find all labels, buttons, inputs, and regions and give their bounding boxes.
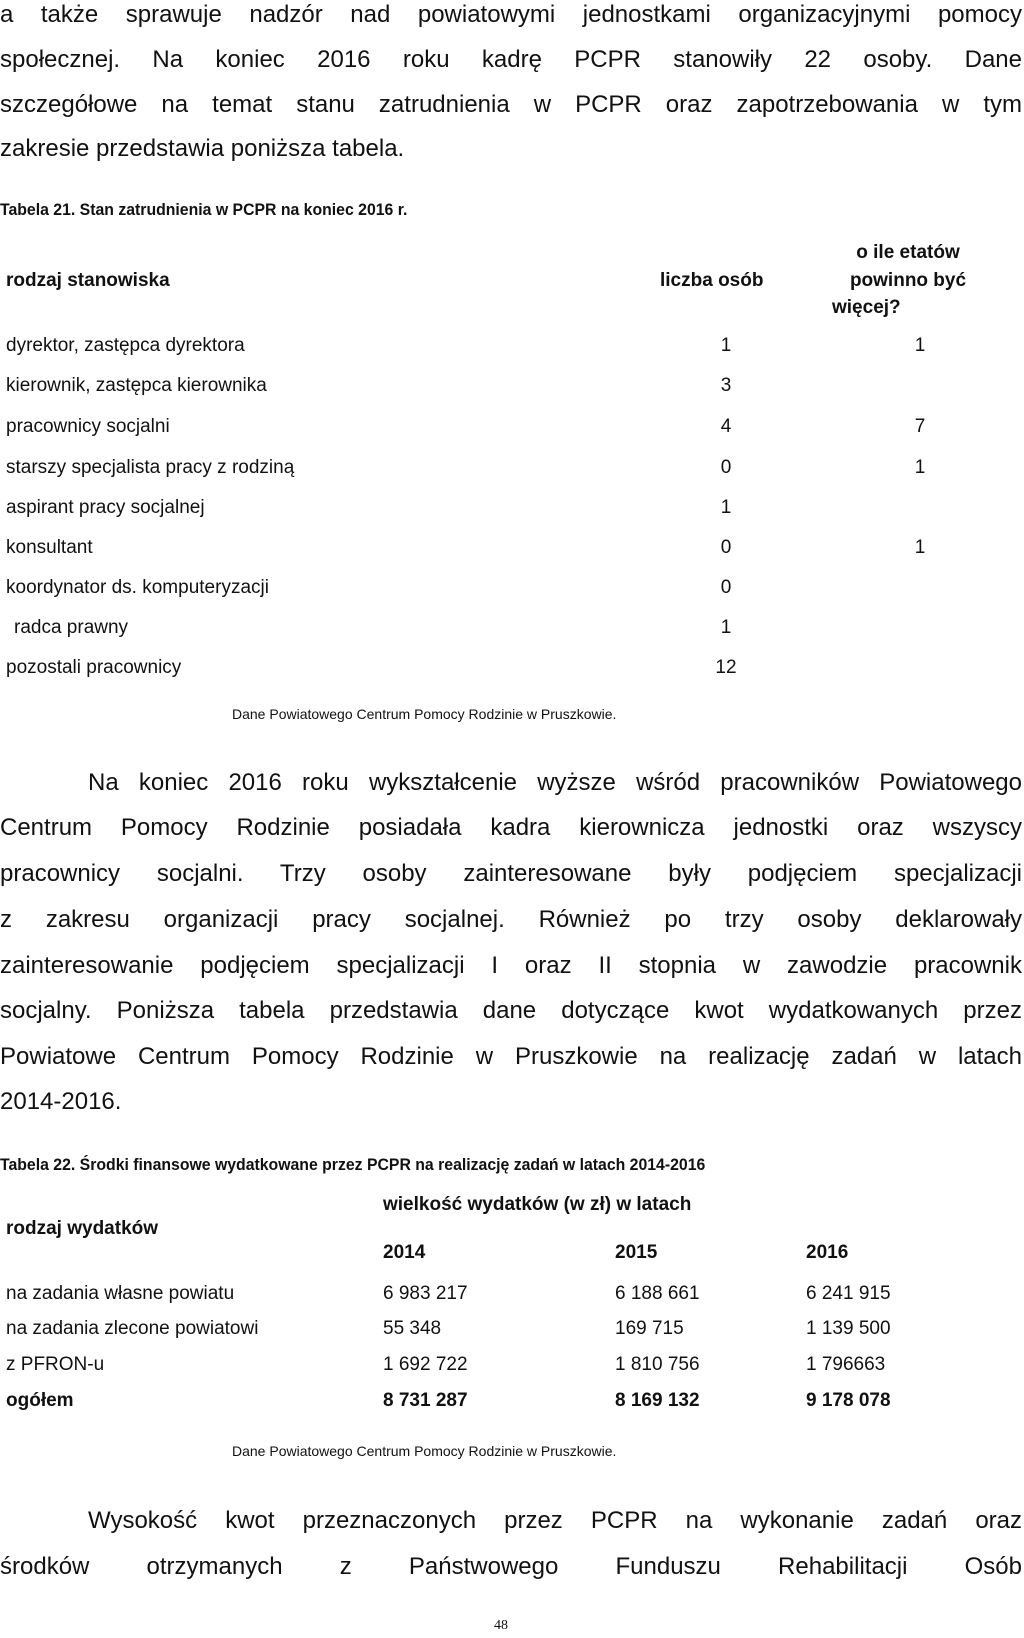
paragraph-line: Centrum Pomocy Rodzinie posiadała kadra kierownicza jednostki oraz wszyscy [0,814,1022,841]
position-cell: koordynator ds. komputeryzacji [6,577,269,598]
position-cell: radca prawny [14,617,129,638]
paragraph-line: zainteresowanie podjęciem specjalizacji I oraz II stopnia w zawodzie pracownik [0,952,1022,979]
value-cell: 55 348 [383,1318,442,1339]
value-cell: 1 139 500 [806,1318,891,1339]
value-cell: 6 241 915 [806,1283,891,1304]
paragraph-line: środków otrzymanych z Państwowego Funduszu Rehabilitacji Osób [0,1553,1022,1580]
intro-line: szczegółowe na temat stanu zatrudnienia w PCPR oraz zapotrzebowania w tym [0,91,1022,118]
table22-header-type: rodzaj wydatków [6,1218,159,1239]
paragraph-line: pracownicy socjalni. Trzy osoby zainteresowane były podjęciem specjalizacji [0,860,1022,887]
table22-header-group: wielkość wydatków (w zł) w latach [383,1194,692,1215]
count-cell: 1 [720,497,732,518]
paragraph-line: Powiatowe Centrum Pomocy Rodzinie w Pruszkowie na realizację zadań w latach [0,1043,1022,1070]
position-cell: dyrektor, zastępca dyrektora [6,335,245,356]
expense-type-cell: na zadania zlecone powiatowi [6,1318,259,1339]
value-cell: 1 692 722 [383,1354,468,1375]
table21-caption: Tabela 21. Stan zatrudnienia w PCPR na koniec 2016 r. [0,200,408,219]
table22-source: Dane Powiatowego Centrum Pomocy Rodzinie w Pruszkowie. [232,1443,617,1459]
total-value: 9 178 078 [806,1390,891,1411]
intro-line: a także sprawuje nadzór nad powiatowymi jednostkami organizacyjnymi pomocy [0,1,1022,28]
more-cell: 1 [914,335,926,356]
table21-header-more: o ile etatów [856,242,960,263]
table22-caption: Tabela 22. Środki finansowe wydatkowane przez PCPR na realizację zadań w latach 2014-2016 [0,1155,706,1174]
paragraph-line: Na koniec 2016 roku wykształcenie wyższe wśród pracowników Powiatowego [88,769,1022,796]
table21-header-more: więcej? [832,297,901,318]
count-cell: 1 [720,335,732,356]
table21-header-count: liczba osób [660,270,764,291]
position-cell: pozostali pracownicy [6,657,182,678]
expense-type-cell: na zadania własne powiatu [6,1283,235,1304]
paragraph-line: socjalny. Poniższa tabela przedstawia dane dotyczące kwot wydatkowanych przez [0,997,1022,1024]
paragraph-line: Wysokość kwot przeznaczonych przez PCPR na wykonanie zadań oraz [88,1507,1022,1534]
count-cell: 0 [720,577,732,598]
table22-header-year: 2015 [615,1242,658,1263]
value-cell: 169 715 [615,1318,684,1339]
total-label: ogółem [6,1390,74,1411]
value-cell: 1 796663 [806,1354,886,1375]
paragraph-line: z zakresu organizacji pracy socjalnej. Również po trzy osoby deklarowały [0,906,1022,933]
count-cell: 0 [720,457,732,478]
count-cell: 0 [720,537,732,558]
position-cell: aspirant pracy socjalnej [6,497,205,518]
table22-header-year: 2016 [806,1242,849,1263]
table21-source: Dane Powiatowego Centrum Pomocy Rodzinie w Pruszkowie. [232,706,617,722]
more-cell: 1 [914,457,926,478]
position-cell: starszy specjalista pracy z rodziną [6,457,295,478]
page-number: 48 [494,1618,508,1633]
total-value: 8 169 132 [615,1390,700,1411]
expense-type-cell: z PFRON-u [6,1354,105,1375]
intro-line: społecznej. Na koniec 2016 roku kadrę PCPR stanowiły 22 osoby. Dane [0,46,1022,73]
table22-header-year: 2014 [383,1242,426,1263]
position-cell: konsultant [6,537,93,558]
position-cell: pracownicy socjalni [6,416,170,437]
paragraph-line: 2014-2016. [0,1088,122,1115]
count-cell: 4 [720,416,732,437]
value-cell: 6 983 217 [383,1283,468,1304]
count-cell: 12 [715,657,737,678]
table21-header-position: rodzaj stanowiska [6,270,170,291]
more-cell: 7 [914,416,926,437]
count-cell: 3 [720,375,732,396]
more-cell: 1 [914,537,926,558]
value-cell: 6 188 661 [615,1283,700,1304]
value-cell: 1 810 756 [615,1354,700,1375]
table21-header-more: powinno być [849,270,967,291]
count-cell: 1 [720,617,732,638]
total-value: 8 731 287 [383,1390,468,1411]
intro-line: zakresie przedstawia poniższa tabela. [0,135,405,162]
position-cell: kierownik, zastępca kierownika [6,375,267,396]
